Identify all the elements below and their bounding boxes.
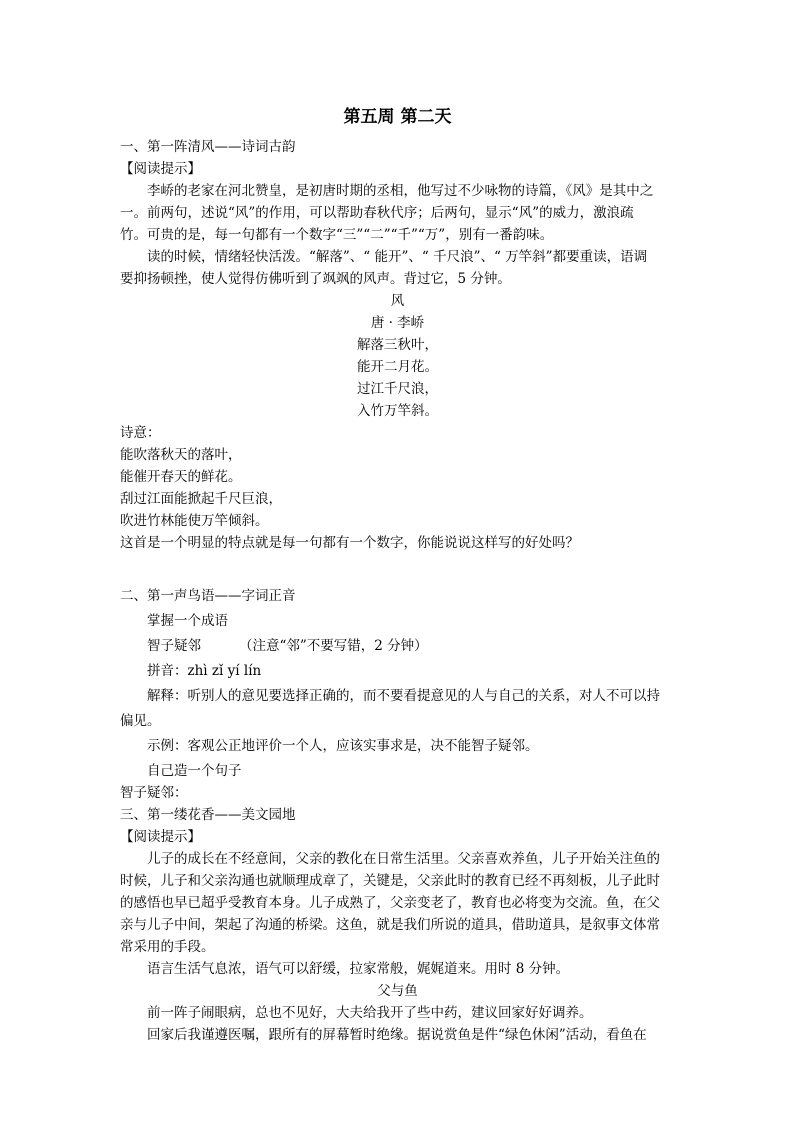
idiom-explanation-line: 解释：听别人的意见要选择正确的，而不要看提意见的人与自己的关系，对人不可以持 (147, 688, 660, 704)
section1-para1-line: 一。前两句，述说“风”的作用，可以帮助春秋代序；后两句，显示“风”的威力，激浪疏 (120, 205, 634, 221)
section1-para1-line: 竹。可贵的是，每一句都有一个数字“三”“二”“千”“万”，别有一番韵味。 (120, 227, 554, 243)
poem-line: 解落三秋叶， (357, 337, 438, 353)
section1-question: 这首是一个明显的特点就是每一句都有一个数字，你能说说这样写的好处吗？ (120, 535, 579, 551)
meaning-line: 吹进竹林能使万竿倾斜。 (120, 513, 269, 529)
section3-para1-line: 时候，儿子和父亲沟通也就顺理成章了，关键是，父亲此时的教育已经不再刻板，儿子此时 (120, 873, 660, 889)
idiom-text: 智子疑邻 (147, 638, 201, 654)
section3-para1-line: 常采用的手段。 (120, 939, 215, 955)
meaning-line: 能催开春天的鲜花。 (120, 469, 242, 485)
idiom-answer-label: 智子疑邻： (120, 785, 188, 801)
section1-heading: 一、第一阵清风——诗词古韵 (120, 139, 296, 155)
essay-line: 前一阵子闹眼病，总也不见好，大夫给我开了些中药，建议回家好好调养。 (147, 1005, 593, 1021)
section3-para1-line: 亲与儿子中间，架起了沟通的桥梁。这鱼，就是我们所说的道具，借助道具，是叙事文体常 (120, 917, 660, 933)
idiom-pinyin: 拼音：zhì zǐ yí lín (147, 663, 262, 679)
idiom-explanation-line: 偏见。 (120, 713, 161, 729)
idiom-example: 示例：客观公正地评价一个人，应该实事求是，决不能智子疑邻。 (147, 738, 539, 754)
idiom-row (147, 635, 428, 657)
poem-line: 入竹万竿斜。 (357, 403, 438, 419)
section3-para1-line: 儿子的成长在不经意间，父亲的教化在日常生活里。父亲喜欢养鱼，儿子开始关注鱼的 (147, 851, 660, 867)
page-title: 第五周 第二天 (343, 107, 452, 127)
essay-line: 回家后我谨遵医嘱，跟所有的屏幕暂时绝缘。据说赏鱼是件“绿色休闲”活动，看鱼在 (147, 1027, 647, 1043)
section1-para2-line: 读的时候，情绪轻快活泼。“解落”、“ 能开”、“ 千尺浪”、“ 万竿斜”都要重读，语调 (147, 249, 648, 265)
meaning-line: 能吹落秋天的落叶， (120, 447, 242, 463)
section1-para1-line: 李峤的老家在河北赞皇，是初唐时期的丞相，他写过不少咏物的诗篇，《风》是其中之 (147, 183, 654, 199)
poem-author: 唐 · 李峤 (370, 315, 425, 331)
section3-para1-line: 的感悟也早已超乎受教育本身。儿子成熟了，父亲变老了，教育也必将变为交流。鱼，在父 (120, 895, 660, 911)
section3-tip-label: 【阅读提示】 (120, 829, 201, 845)
section2-heading: 二、第一声鸟语——字词正音 (120, 588, 296, 604)
idiom-intro: 掌握一个成语 (147, 613, 228, 629)
poem-line: 能开二月花。 (357, 359, 438, 375)
meaning-line: 刮过江面能掀起千尺巨浪， (120, 491, 282, 507)
poem-title: 风 (390, 293, 405, 309)
section1-para2-line: 要抑扬顿挫，使人觉得仿佛听到了飒飒的风声。背过它，5 分钟。 (120, 271, 511, 287)
poem-line: 过江千尺浪， (357, 381, 438, 397)
section3-para2: 语言生活气息浓，语气可以舒缓，拉家常般，娓娓道来。用时 8 分钟。 (147, 961, 570, 977)
section1-tip-label: 【阅读提示】 (120, 161, 201, 177)
essay-title: 父与鱼 (377, 983, 418, 999)
idiom-note: （注意“邻”不要写错，2 分钟） (239, 638, 428, 654)
make-sentence-prompt: 自己造一个句子 (147, 763, 242, 779)
meaning-label: 诗意： (120, 425, 161, 441)
section3-heading: 三、第一缕花香——美文园地 (120, 807, 296, 823)
